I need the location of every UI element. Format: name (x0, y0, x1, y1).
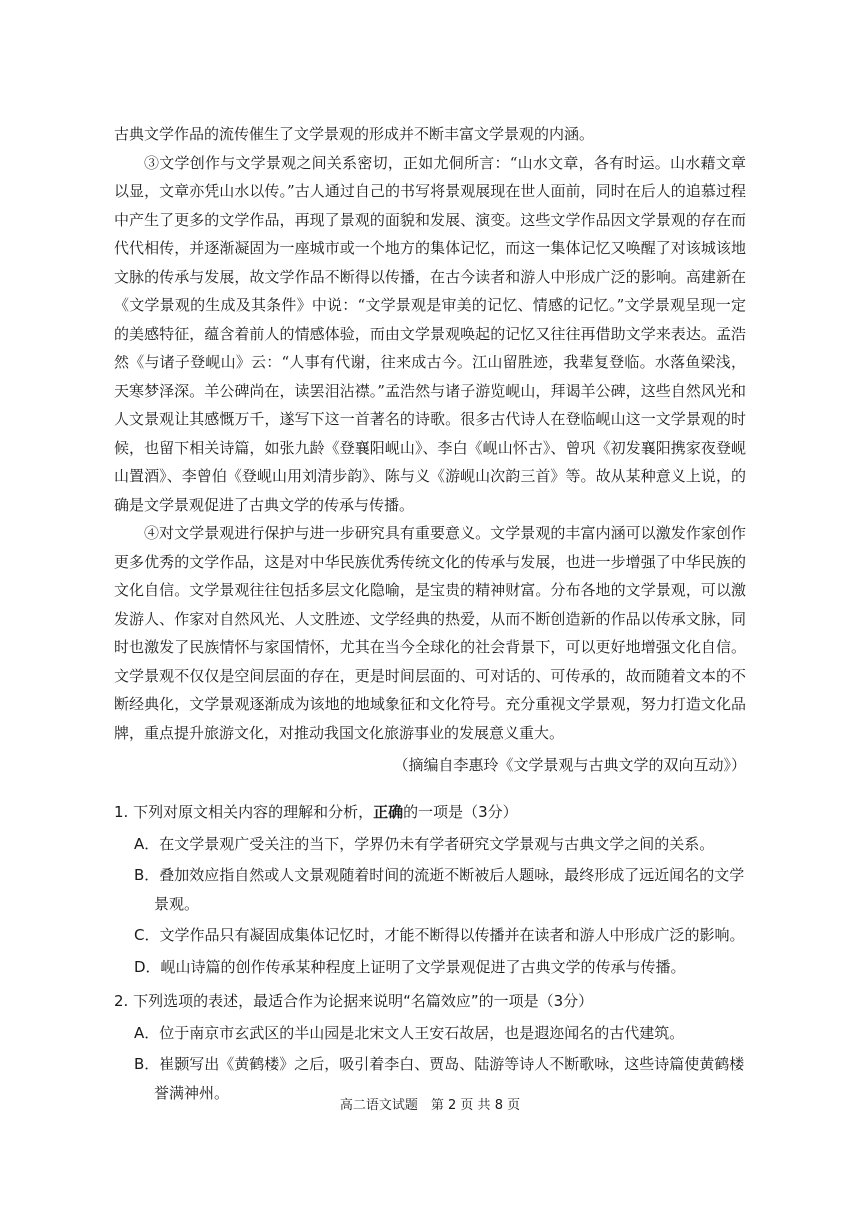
passage-paragraph-4: ④对文学景观进行保护与进一步研究具有重要意义。文学景观的丰富内涵可以激发作家创作更多优秀的文学作品，这是对中华民族优秀传统文化的传承与发展，也进一步增强了中华民族的文化自信。文学景观往往包括多层文化隐喻，是宝贵的精神财富。分布各地的文学景观，可以激发游人、作家对自然风光、人文胜迹、文学经典的热爱，从而不断创造新的作品以传承文脉，同时也激发了民族情怀与家国情怀，尤其在当今全球化的社会背景下，可以更好地增强文化自信。文学景观不仅仅是空间层面的存在，更是时间层面的、可对话的、可传承的，故而随着文本的不断经典化，文学景观逐渐成为该地的地域象征和文化符号。充分重视文学景观，努力打造文化品牌，重点提升旅游文化，对推动我国文化旅游事业的发展意义重大。 (114, 524, 746, 742)
question-stem-emphasis: 正确 (373, 803, 404, 821)
option-b[interactable]: B．崔颢写出《黄鹤楼》之后，吸引着李白、贾岛、陆游等诗人不断歌咏，这些诗篇使黄鹤楼誉满神州。 (134, 1055, 745, 1102)
option-a[interactable]: A．在文学景观广受关注的当下，学界仍未有学者研究文学景观与古典文学之间的关系。 (134, 834, 715, 853)
reading-passage (114, 120, 746, 780)
page-footer: 高二语文试题 第 2 页 共 8 页 (339, 1098, 521, 1113)
question-stem (114, 798, 750, 827)
questions-section (114, 798, 750, 1110)
question-stem: 2. 下列选项的表述，最适合作为论据来说明“名篇效应”的一项是（3分） (114, 992, 594, 1010)
question-2 (114, 987, 750, 1107)
passage-source: （摘编自李惠玲《文学景观与古典文学的双向互动》） (393, 756, 746, 774)
option-d[interactable]: D．岘山诗篇的创作传承某种程度上证明了文学景观促进了古典文学的传承与传播。 (134, 957, 686, 976)
option-c[interactable]: C．文学作品只有凝固成集体记忆时，才能不断得以传播并在读者和游人中形成广泛的影响。 (134, 926, 745, 944)
option-a[interactable]: A．位于南京市玄武区的半山园是北宋文人王安石故居，也是遐迩闻名的古代建筑。 (134, 1023, 685, 1042)
option-b[interactable]: B．叠加效应指自然或人文景观随着时间的流逝不断被后人题咏，最终形成了远近闻名的文学景观。 (134, 866, 745, 913)
question-stem-text: 1. 下列对原文相关内容的理解和分析， (114, 803, 374, 821)
passage-paragraph-3: ③文学创作与文学景观之间关系密切，正如尤侗所言：“山水文章，各有时运。山水藉文章以显，文章亦凭山水以传。”古人通过自己的书写将景观展现在世人面前，同时在后人的追慕过程中产生了更多的文学作品，再现了景观的面貌和发展、演变。这些文学作品因文学景观的存在而代代相传，并逐渐凝固为一座城市或一个地方的集体记忆，而这一集体记忆又唤醒了对该城该地文脉的传承与发展，故文学作品不断得以传播，在古今读者和游人中形成广泛的影响。高建新在《文学景观的生成及其条件》中说：“文学景观是审美的记忆、情感的记忆。”文学景观呈现一定的美感特征，蕴含着前人的情感体验，而由文学景观唤起的记忆又往往再借助文学来表达。孟浩然《与诸子登岘山》云：“人事有代谢，往来成古今。江山留胜迹，我辈复登临。水落鱼梁浅，天寒梦泽深。羊公碑尚在，读罢泪沾襟。”孟浩然与诸子游览岘山，拜谒羊公碑，这些自然风光和人文景观让其感慨万千，遂写下这一首著名的诗歌。很多古代诗人在登临岘山这一文学景观的时候，也留下相关诗篇，如张九龄《登襄阳岘山》、李白《岘山怀古》、曾巩《初发襄阳携家夜登岘山置酒》、李曾伯《登岘山用刘清步韵》、陈与义《游岘山次韵三首》等。故从某种意义上说，的确是文学景观促进了古典文学的传承与传播。 (114, 153, 746, 514)
question-1 (114, 798, 750, 981)
question-stem-text: 的一项是（3分） (403, 803, 518, 821)
passage-paragraph-intro: 古典文学作品的流传催生了文学景观的形成并不断丰富文学景观的内涵。 (114, 125, 595, 143)
